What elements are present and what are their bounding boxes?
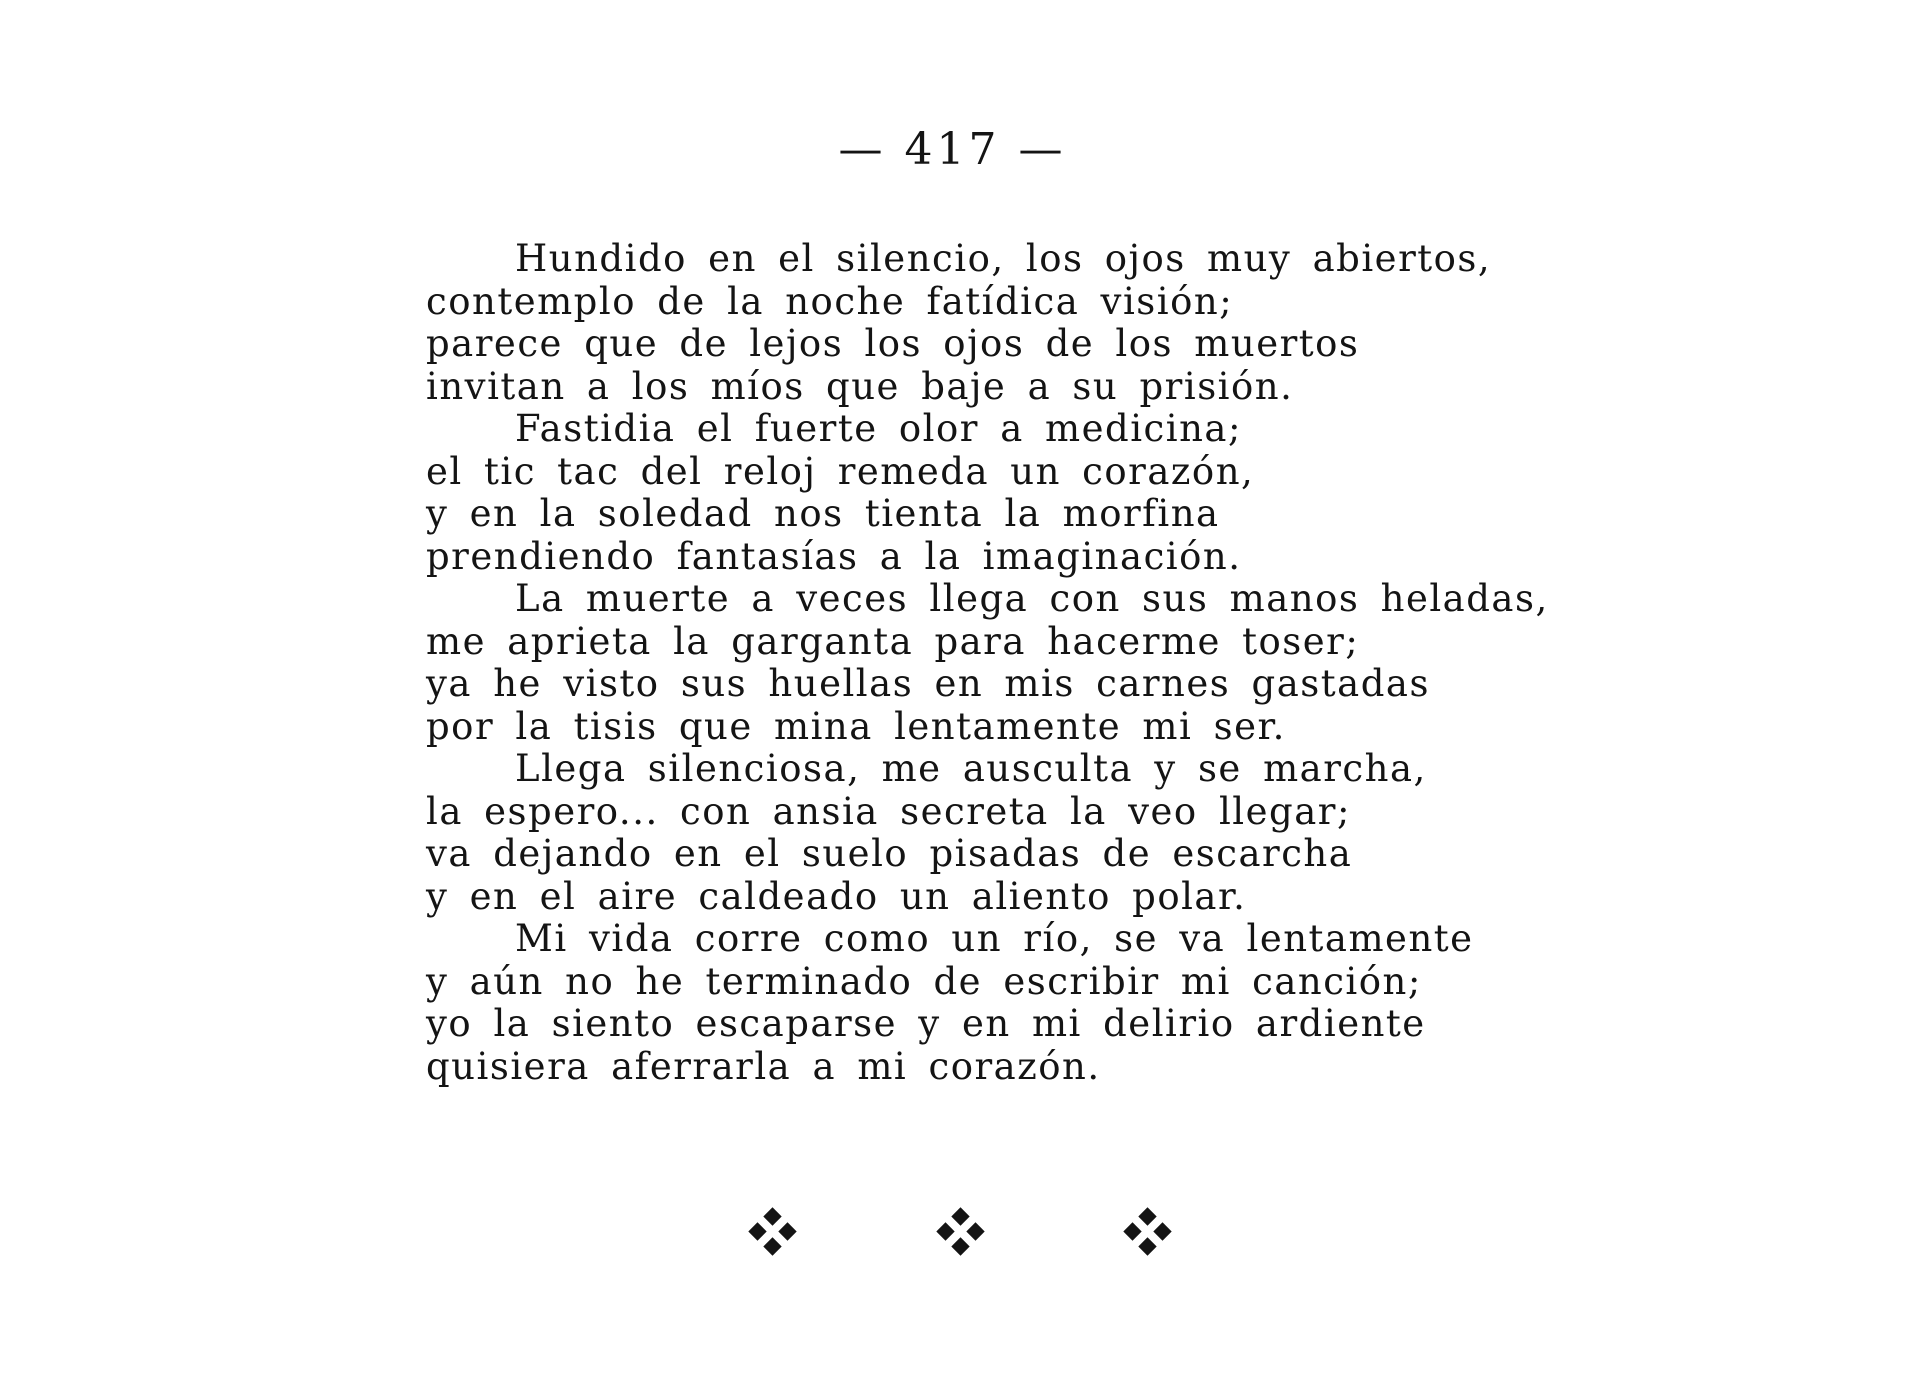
poem-line: contemplo de la noche fatídica visión;: [426, 279, 1234, 323]
diamond-cluster-icon: [1124, 1208, 1172, 1256]
poem-line: Hundido en el silencio, los ojos muy abiertos,: [515, 237, 1492, 280]
poem-line: yo la siento escaparse y en mi delirio ardiente: [426, 1002, 1426, 1045]
poem-line: y en la soledad nos tienta la morfina: [426, 492, 1220, 535]
ornament-row: [0, 1208, 1905, 1264]
poem-line: va dejando en el suelo pisadas de escarcha: [426, 832, 1353, 875]
poem-line: la espero... con ansia secreta la veo llegar;: [426, 789, 1351, 833]
poem-line: invitan a los míos que baje a su prisión.: [426, 364, 1294, 408]
poem-line: Llega silenciosa, me ausculta y se marcha,: [515, 747, 1427, 790]
stanza-4: [426, 748, 1546, 918]
poem-line: parece que de lejos los ojos de los muertos: [426, 322, 1360, 365]
poem-line: prendiendo fantasías a la imaginación.: [426, 534, 1242, 578]
poem-line: ya he visto sus huellas en mis carnes gastadas: [426, 662, 1430, 705]
stanza-3: [426, 577, 1549, 748]
poem-line: y aún no he terminado de escribir mi canción;: [426, 959, 1422, 1003]
poem-line: por la tisis que mina lentamente mi ser.: [426, 704, 1286, 748]
poem-line: quisiera aferrarla a mi corazón.: [426, 1044, 1101, 1088]
poem-line: La muerte a veces llega con sus manos heladas,: [515, 577, 1549, 620]
poem-line: y en el aire caldeado un aliento polar.: [426, 874, 1247, 918]
poem: [426, 237, 1549, 1088]
stanza-1: [426, 238, 1546, 408]
poem-line: me aprieta la garganta para hacerme toser;: [426, 619, 1360, 663]
page-number: — 417 —: [838, 124, 1067, 175]
stanza-2: [426, 408, 1546, 578]
poem-line: el tic tac del reloj remeda un corazón,: [426, 449, 1255, 493]
diamond-cluster-icon: [749, 1208, 797, 1256]
diamond-cluster-icon: [937, 1208, 985, 1256]
stanza-5: [426, 918, 1546, 1088]
poem-line: Fastidia el fuerte olor a medicina;: [515, 407, 1242, 450]
poem-line: Mi vida corre como un río, se va lentamente: [515, 917, 1474, 960]
